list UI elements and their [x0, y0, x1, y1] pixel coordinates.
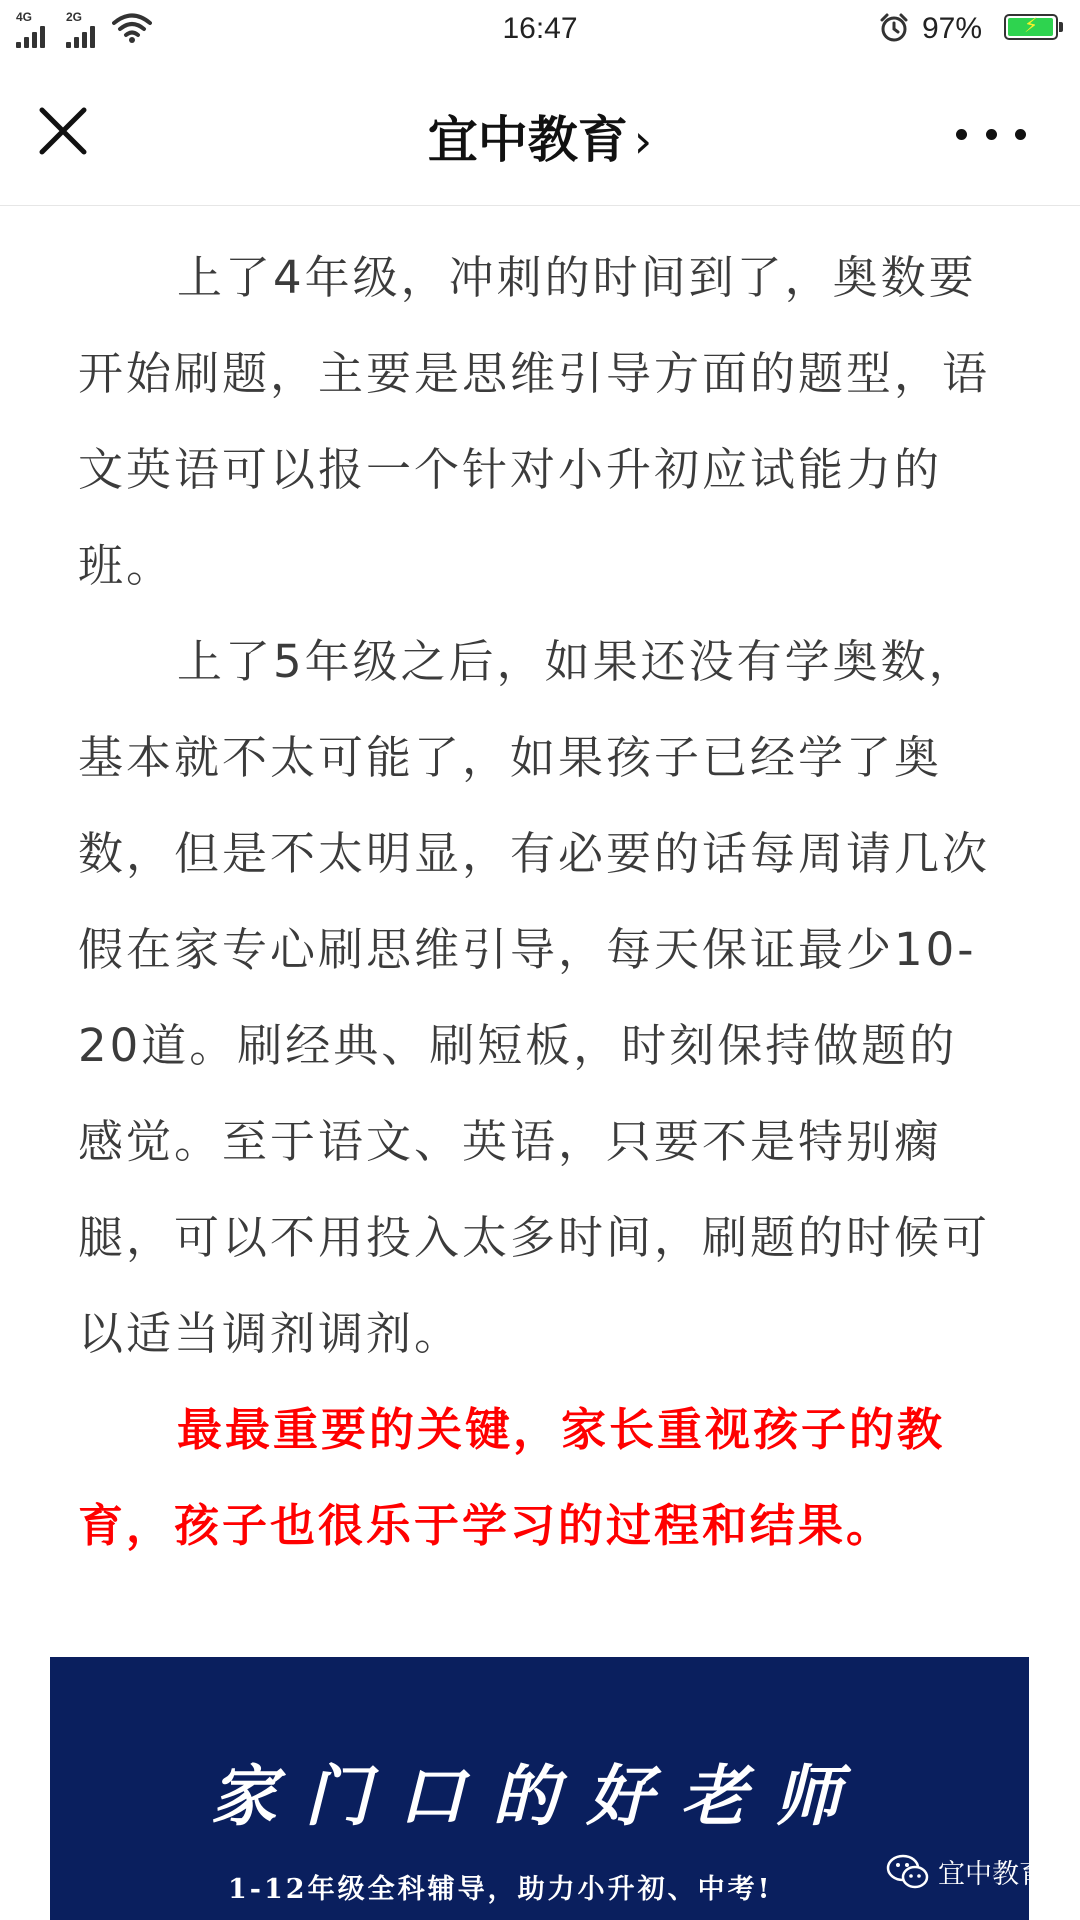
network-type-2: 2G	[66, 10, 83, 24]
status-bar	[0, 0, 1080, 62]
article-paragraph: 上了4年级，冲刺的时间到了，奥数要开始刷题，主要是思维引导方面的题型，语文英语可以报一个针对小升初应试能力的班。	[78, 251, 991, 592]
page-title: 宜中教育	[427, 111, 628, 169]
article-body	[78, 230, 1002, 1574]
more-button[interactable]	[956, 114, 1026, 154]
wechat-icon	[886, 1853, 930, 1891]
more-icon-dot	[956, 129, 967, 140]
watermark	[886, 1852, 1046, 1891]
status-time: 16:47	[502, 12, 578, 45]
account-title-link[interactable]	[0, 100, 1080, 172]
watermark-text: 宜中教育	[938, 1859, 1046, 1890]
battery-icon	[1004, 14, 1058, 40]
article-paragraph: 上了5年级之后，如果还没有学奥数，基本就不太可能了，如果孩子已经学了奥数，但是不太明显，有必要的话每周请几次假在家专心刷思维引导，每天保证最少10-20道。刷经典、刷短板，时刻保持做题的感觉。至于语文、英语，只要不是特别瘸腿，可以不用投入太多时间，刷题的时候可以适当调剂调剂。	[78, 635, 991, 1360]
chevron-right-icon: ›	[633, 114, 653, 168]
alarm-icon	[878, 12, 910, 48]
nav-bar	[0, 62, 1080, 206]
banner-title: 家门口的好老师	[210, 1757, 869, 1835]
article-emphasis: 最最重要的关键，家长重视孩子的教育，孩子也很乐于学习的过程和结果。	[78, 1403, 946, 1552]
battery-percent: 97%	[922, 12, 983, 45]
network-type-1: 4G	[16, 10, 33, 24]
banner-subtitle: 1-12年级全科辅导，助力小升初、中考!	[228, 1874, 773, 1905]
promo-banner	[50, 1657, 1029, 1920]
charging-bolt-icon: ⚡	[1023, 13, 1039, 37]
more-icon-dot	[986, 129, 997, 140]
more-icon-dot	[1015, 129, 1026, 140]
